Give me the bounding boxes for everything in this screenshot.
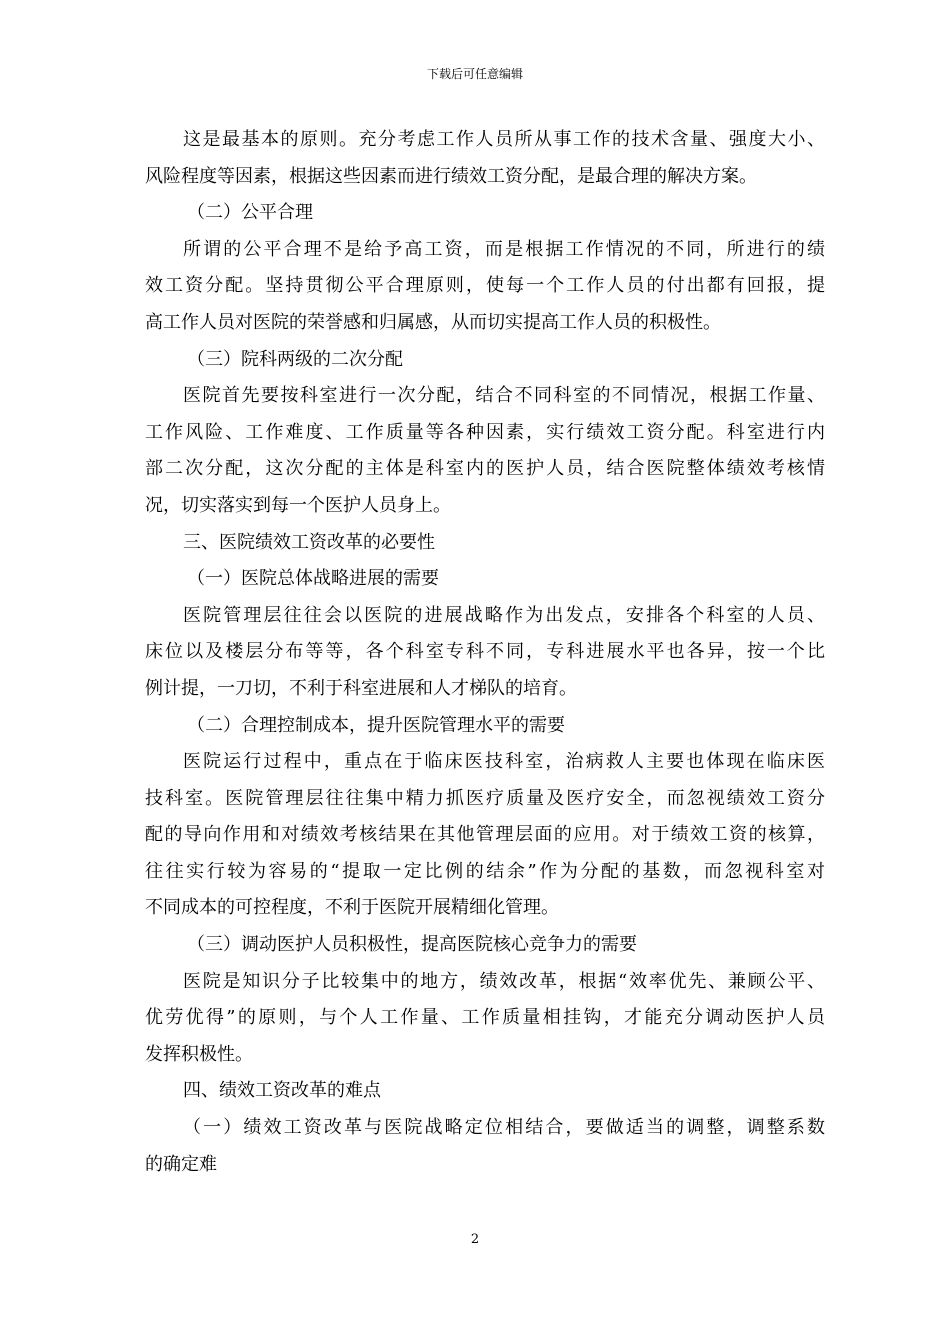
text-line: 效工资分配。坚持贯彻公平合理原则，使每一个工作人员的付出都有回报，提 bbox=[145, 275, 825, 297]
text-line: 的确定难 bbox=[145, 1153, 217, 1175]
text-line: 部二次分配，这次分配的主体是科室内的医护人员，结合医院整体绩效考核情 bbox=[145, 458, 825, 480]
text-line: 医院管理层往往会以医院的进展战略作为出发点，安排各个科室的人员、 bbox=[183, 604, 825, 626]
text-line: 风险程度等因素，根据这些因素而进行绩效工资分配，是最合理的解决方案。 bbox=[145, 165, 757, 187]
text-line: 工作风险、工作难度、工作质量等各种因素，实行绩效工资分配。科室进行内 bbox=[145, 421, 825, 443]
text-line: 所谓的公平合理不是给予高工资，而是根据工作情况的不同，所进行的绩 bbox=[183, 238, 825, 260]
text-line: （二）公平合理 bbox=[187, 202, 313, 224]
text-line: 配的导向作用和对绩效考核结果在其他管理层面的应用。对于绩效工资的核算， bbox=[145, 824, 825, 846]
text-line: 医院运行过程中，重点在于临床医技科室，治病救人主要也体现在临床医 bbox=[183, 751, 825, 773]
text-line: 发挥积极性。 bbox=[145, 1043, 253, 1065]
text-line: （三）调动医护人员积极性，提高医院核心竞争力的需要 bbox=[187, 934, 637, 956]
text-line: 医院首先要按科室进行一次分配，结合不同科室的不同情况，根据工作量、 bbox=[183, 385, 825, 407]
text-line: 这是最基本的原则。充分考虑工作人员所从事工作的技术含量、强度大小、 bbox=[183, 129, 825, 150]
text-line: 优劳优得”的原则，与个人工作量、工作质量相挂钩，才能充分调动医护人员 bbox=[145, 1007, 825, 1029]
text-line: （一）绩效工资改革与医院战略定位相结合，要做适当的调整，调整系数 bbox=[183, 1117, 825, 1139]
text-line: 不同成本的可控程度，不利于医院开展精细化管理。 bbox=[145, 897, 559, 919]
text-line: （二）合理控制成本，提升医院管理水平的需要 bbox=[187, 714, 565, 736]
text-line: 往往实行较为容易的“提取一定比例的结余”作为分配的基数，而忽视科室对 bbox=[145, 860, 825, 882]
text-line: 床位以及楼层分布等等，各个科室专科不同，专科进展水平也各异，按一个比 bbox=[145, 641, 825, 663]
text-line: 医院是知识分子比较集中的地方，绩效改革，根据“效率优先、兼顾公平、 bbox=[183, 970, 825, 992]
text-line: 三、医院绩效工资改革的必要性 bbox=[183, 531, 435, 553]
page-number: 2 bbox=[470, 1232, 480, 1247]
text-line: 高工作人员对医院的荣誉感和归属感，从而切实提高工作人员的积极性。 bbox=[145, 311, 721, 333]
text-line: （一）医院总体战略进展的需要 bbox=[187, 568, 439, 590]
document-body bbox=[145, 122, 825, 1183]
page-header: 下载后可任意编辑 bbox=[426, 67, 523, 81]
text-line: 例计提，一刀切，不利于科室进展和人才梯队的培育。 bbox=[145, 677, 577, 699]
text-line: （三）院科两级的二次分配 bbox=[187, 348, 403, 370]
text-line: 四、绩效工资改革的难点 bbox=[183, 1080, 381, 1102]
text-line: 技科室。医院管理层往往集中精力抓医疗质量及医疗安全，而忽视绩效工资分 bbox=[145, 787, 825, 809]
text-line: 况，切实落实到每一个医护人员身上。 bbox=[145, 494, 451, 516]
